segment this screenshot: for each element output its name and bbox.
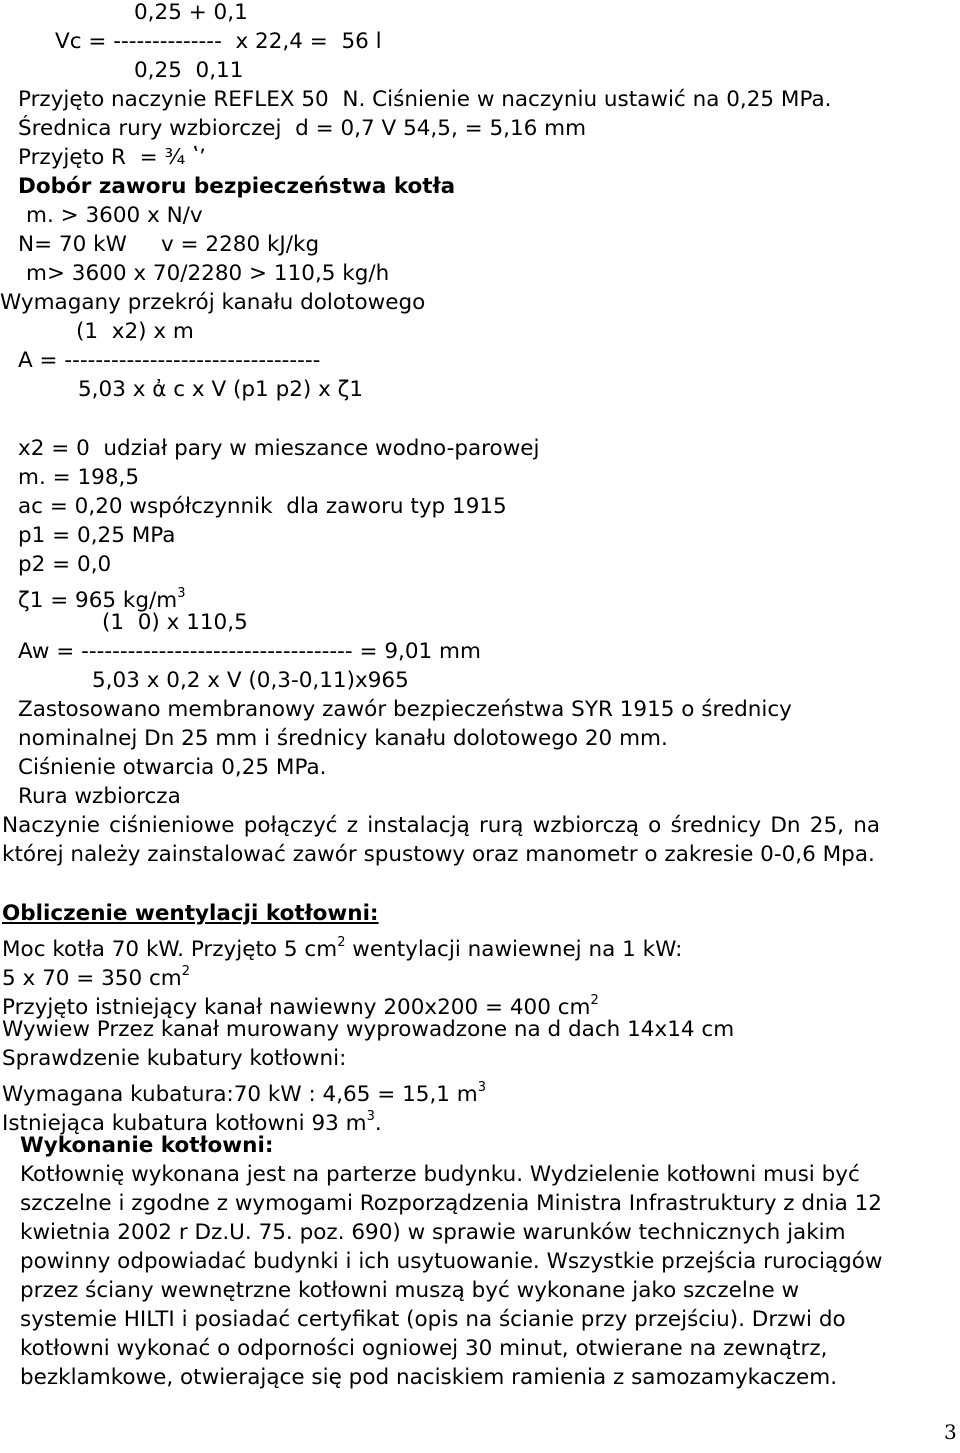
a-numerator: (1 x2) x m <box>76 319 194 344</box>
boiler-room-line: kwietnia 2002 r Dz.U. 75. poz. 690) w sprawie warunków technicznych jakim <box>20 1220 846 1245</box>
m-formula-line: m. > 3600 x N/v <box>26 203 203 228</box>
vc-denominator: 0,25 0,11 <box>134 58 244 83</box>
boiler-room-heading: Wykonanie kotłowni: <box>20 1133 274 1158</box>
param-line: ac = 0,20 współczynnik dla zaworu typ 1915 <box>18 494 507 519</box>
a-equation: A = --------------------------------- <box>18 348 321 373</box>
boiler-room-line: kotłowni wykonać o odporności ogniowej 30 minut, otwierane na zewnątrz, <box>20 1336 828 1361</box>
cross-section-line: Wymagany przekrój kanału dolotowego <box>0 290 426 315</box>
param-line: p1 = 0,25 MPa <box>18 523 176 548</box>
boiler-room-line: systemie HILTI i posiadać certyfikat (opis na ścianie przy przejściu). Drzwi do <box>20 1307 846 1332</box>
vent-line: Sprawdzenie kubatury kotłowni: <box>2 1046 347 1071</box>
aw-numerator: (1 0) x 110,5 <box>102 610 248 635</box>
aw-equation: Aw = ----------------------------------- = 9,01 mm <box>18 639 481 664</box>
vessel-line: Naczynie ciśnieniowe połączyć z instalacją rurą wzbiorczą o średnicy Dn 25, na <box>2 813 880 838</box>
vc-equation: Vc = -------------- x 22,4 = 56 l <box>55 29 382 54</box>
vent-line: Moc kotła 70 kW. Przyjęto 5 $cm^2$ wentylacji nawiewnej na 1 kW: <box>2 935 683 962</box>
pipe-diameter-line: Średnica rury wzbiorczej d = 0,7 V 54,5, = 5,16 mm <box>18 116 587 141</box>
aw-denominator: 5,03 x 0,2 x V (0,3-0,11)x965 <box>92 668 409 693</box>
vent-line: Wywiew Przez kanał murowany wyprowadzone na d dach 14x14 cm <box>2 1017 735 1042</box>
vc-numerator: 0,25 + 0,1 <box>134 0 248 25</box>
vent-line: Przyjęto istniejący kanał nawiewny 200x200 = 400 $cm^2$ <box>2 993 599 1020</box>
vent-line: 5 x 70 = 350 $cm^2$ <box>2 964 191 991</box>
boiler-room-line: przez ściany wewnętrzne kotłowni muszą być wykonane jako szczelne w <box>20 1278 800 1303</box>
boiler-room-line: szczelne i zgodne z wymogami Rozporządzenia Ministra Infrastruktury z dnia 12 <box>20 1191 882 1216</box>
applied-line: Zastosowano membranowy zawór bezpieczeństwa SYR 1915 o średnicy <box>18 697 792 722</box>
zeta-line: ζ1 = 965 $kg/m^3$ <box>18 586 186 613</box>
boiler-room-line: bezklamkowe, otwierające się pod naciskiem ramienia z samozamykaczem. <box>20 1365 838 1390</box>
valve-heading: Dobór zaworu bezpieczeństwa kotła <box>18 174 456 199</box>
boiler-room-line: Kotłownię wykonana jest na parterze budynku. Wydzielenie kotłowni musi być <box>20 1162 860 1187</box>
vessel-line: której należy zainstalować zawór spustowy oraz manometr o zakresie 0-0,6 Mpa. <box>2 842 875 867</box>
vent-line: Istniejąca kubatura kotłowni 93 $m^3$. <box>2 1109 382 1136</box>
page-number: 3 <box>944 1420 957 1444</box>
param-line: x2 = 0 udział pary w mieszance wodno-parowej <box>18 436 540 461</box>
applied-line: Ciśnienie otwarcia 0,25 MPa. <box>18 755 327 780</box>
reflex-line: Przyjęto naczynie REFLEX 50 N. Ciśnienie w naczyniu ustawić na 0,25 MPa. <box>18 87 832 112</box>
m-calc-line: m> 3600 x 70/2280 > 110,5 kg/h <box>26 261 390 286</box>
param-line: p2 = 0,0 <box>18 552 112 577</box>
applied-line: nominalnej Dn 25 mm i średnicy kanału dolotowego 20 mm. <box>18 726 668 751</box>
assumed-r-line: Przyjęto R = ¾ ʽʼ <box>18 145 206 170</box>
ventilation-heading: Obliczenie wentylacji kotłowni: <box>2 901 379 926</box>
riser-heading: Rura wzbiorcza <box>18 784 181 809</box>
n-v-line: N= 70 kW v = 2280 kJ/kg <box>18 232 320 257</box>
a-denominator: 5,03 x ἀ c x V (p1 p2) x ζ1 <box>78 377 364 402</box>
boiler-room-line: powinny odpowiadać budynki i ich usytuowanie. Wszystkie przejścia rurociągów <box>20 1249 883 1274</box>
param-line: m. = 198,5 <box>18 465 140 490</box>
vent-line: Wymagana kubatura:70 kW : 4,65 = 15,1 $m^3$ <box>2 1080 487 1107</box>
